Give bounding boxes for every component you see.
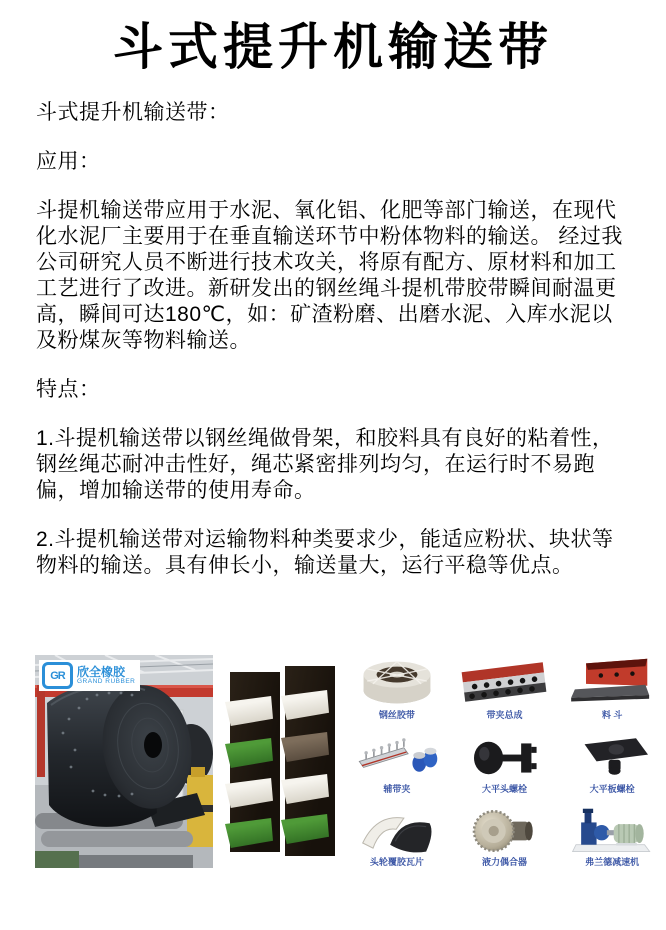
- flat-head-bolt-image: [456, 734, 552, 782]
- logo-name-cn: 欣全橡胶: [77, 664, 126, 679]
- hopper-image: [564, 656, 660, 708]
- product-steel-cord-belt: [343, 648, 451, 721]
- product-label: 带夹总成: [486, 710, 523, 721]
- product-label: 辅带夹: [383, 783, 411, 794]
- bucket-display-photo: [225, 662, 337, 864]
- product-flat-plate-bolt: [558, 721, 666, 794]
- product-flat-head-bolt: [451, 721, 559, 794]
- product-label: 弗兰德减速机: [585, 857, 640, 867]
- flat-plate-bolt-image: [564, 734, 660, 782]
- image-gallery: [0, 648, 666, 930]
- paragraph-heading: 斗式提升机输送带：: [36, 101, 230, 124]
- product-label: 液力偶合器: [481, 857, 527, 867]
- paragraph-application-label: 应用：: [36, 150, 101, 173]
- product-belt-laying-clamp: [343, 721, 451, 794]
- flender-reducer-image: [564, 807, 660, 855]
- product-label: 头轮覆胶瓦片: [369, 857, 424, 867]
- product-label: 料 斗: [601, 710, 623, 721]
- product-fluid-coupling: [451, 795, 559, 868]
- product-belt-clamp-assembly: [451, 648, 559, 721]
- accessory-grid: [343, 648, 666, 868]
- belt-clamp-assembly-image: [456, 656, 552, 708]
- document-body: [36, 100, 630, 602]
- product-label: 大平板螺栓: [589, 783, 635, 794]
- paragraph-feature-2: 2.斗提机输送带对运输物料种类要求少，能适应粉状、块状等物料的输送。具有伸长小，输送量大，运行平稳等优点。: [36, 528, 614, 577]
- product-label: 大平头螺栓: [481, 783, 527, 794]
- product-flender-reducer: [558, 795, 666, 868]
- paragraph-feature-1: 1.斗提机输送带以钢丝绳做骨架，和胶料具有良好的粘着性，钢丝绳芯耐冲击性好，绳芯紧密排列均匀，在运行时不易跑偏，增加输送带的使用寿命。: [36, 427, 614, 502]
- paragraph-features-label: 特点：: [36, 378, 101, 401]
- product-label: 钢丝胶带: [378, 710, 415, 721]
- factory-belt-roll-photo: [35, 655, 213, 868]
- logo-name-en: GRAND RUBBER: [77, 677, 136, 685]
- company-logo: [39, 660, 140, 691]
- logo-gr-icon: GR: [42, 662, 73, 689]
- paragraph-application-text: 斗提机输送带应用于水泥、氧化铝、化肥等部门输送，在现代化水泥厂主要用于在垂直输送环节中粉体物料的输送。 经过我公司研究人员不断进行技术攻关，将原有配方、原材料和加工工艺进行了改进。新研发出的钢丝绳斗提机带胶带瞬间耐温更高，瞬间可达180℃，如：矿渣粉磨、出磨水泥、入库水泥以及粉煤灰等物料输送。: [36, 199, 623, 352]
- steel-cord-belt-image: [349, 656, 445, 708]
- fluid-coupling-image: [456, 807, 552, 855]
- product-head-wheel-rubber-tile: [343, 795, 451, 868]
- product-hopper: [558, 648, 666, 721]
- belt-laying-clamp-image: [349, 734, 445, 782]
- page-title: 斗式提升机输送带: [113, 19, 553, 75]
- head-wheel-rubber-tile-image: [349, 807, 445, 855]
